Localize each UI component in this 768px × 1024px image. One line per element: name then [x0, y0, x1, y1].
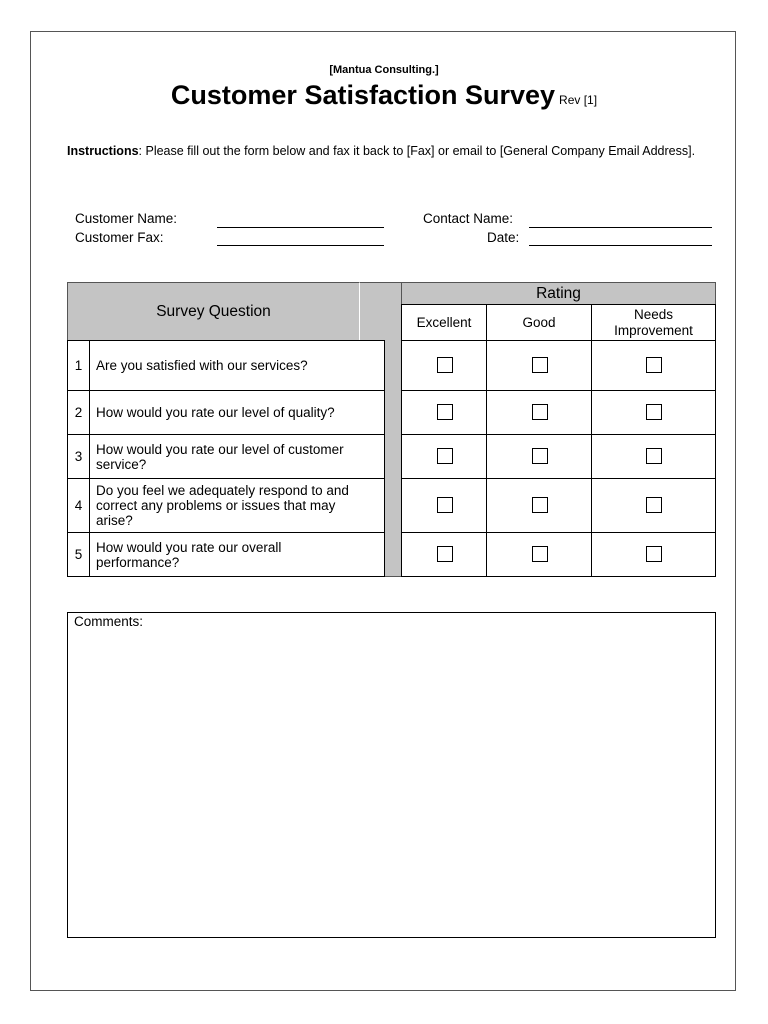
rating-cell [591, 478, 716, 533]
rating-header-label: Rating [536, 284, 581, 302]
rating-cell [401, 390, 487, 435]
question-text: How would you rate our overall performance? [89, 532, 385, 577]
revision-label: Rev [1] [559, 93, 598, 107]
excellent-checkbox[interactable] [437, 497, 453, 513]
good-checkbox[interactable] [532, 448, 548, 464]
survey-question-header [67, 282, 360, 341]
rating-option-good: Good [486, 304, 592, 341]
good-checkbox[interactable] [532, 404, 548, 420]
excellent-checkbox[interactable] [437, 357, 453, 373]
question-text: How would you rate our level of customer service? [89, 434, 385, 479]
good-checkbox[interactable] [532, 497, 548, 513]
rating-cell [401, 340, 487, 391]
date-label: Date: [487, 230, 520, 245]
instructions-text: : Please fill out the form below and fax it back to [Fax] or email to [General Company Email Address]. [138, 144, 696, 158]
rating-header [401, 282, 716, 305]
needs-improvement-checkbox[interactable] [646, 404, 662, 420]
question-number: 5 [67, 532, 90, 577]
question-number: 1 [67, 340, 90, 391]
customer-name-field[interactable] [217, 227, 384, 228]
question-number: 3 [67, 434, 90, 479]
question-number: 2 [67, 390, 90, 435]
customer-fax-label: Customer Fax: [75, 230, 164, 245]
rating-cell [486, 340, 592, 391]
excellent-checkbox[interactable] [437, 546, 453, 562]
rating-cell [401, 434, 487, 479]
comments-box[interactable] [67, 612, 716, 938]
instructions [67, 143, 722, 159]
rating-option-needs-improvement: Needs Improvement [591, 304, 716, 341]
needs-improvement-checkbox[interactable] [646, 546, 662, 562]
contact-name-label: Contact Name: [423, 211, 514, 226]
excellent-checkbox[interactable] [437, 448, 453, 464]
needs-improvement-checkbox[interactable] [646, 448, 662, 464]
customer-name-label: Customer Name: [75, 211, 178, 226]
rating-cell [591, 532, 716, 577]
rating-cell [591, 390, 716, 435]
question-number: 4 [67, 478, 90, 533]
rating-cell [486, 434, 592, 479]
survey-title: Customer Satisfaction Survey [170, 80, 556, 110]
question-text: How would you rate our level of quality? [89, 390, 385, 435]
survey-question-header-label: Survey Question [156, 302, 271, 320]
needs-improvement-checkbox[interactable] [646, 497, 662, 513]
rating-cell [401, 532, 487, 577]
rating-cell [486, 532, 592, 577]
contact-name-field[interactable] [529, 227, 712, 228]
needs-improvement-checkbox[interactable] [646, 357, 662, 373]
rating-cell [486, 390, 592, 435]
excellent-checkbox[interactable] [437, 404, 453, 420]
date-field[interactable] [529, 245, 712, 246]
instructions-label: Instructions [67, 144, 139, 158]
rating-cell [486, 478, 592, 533]
survey-title-block [0, 80, 768, 111]
question-text: Do you feel we adequately respond to and correct any problems or issues that may arise? [89, 478, 385, 533]
company-name: [Mantua Consulting.] [329, 64, 439, 76]
rating-cell [401, 478, 487, 533]
customer-fax-field[interactable] [217, 245, 384, 246]
rating-cell [591, 434, 716, 479]
rating-option-excellent: Excellent [401, 304, 487, 341]
question-text: Are you satisfied with our services? [89, 340, 385, 391]
comments-label: Comments: [74, 614, 144, 629]
rating-cell [591, 340, 716, 391]
good-checkbox[interactable] [532, 357, 548, 373]
good-checkbox[interactable] [532, 546, 548, 562]
